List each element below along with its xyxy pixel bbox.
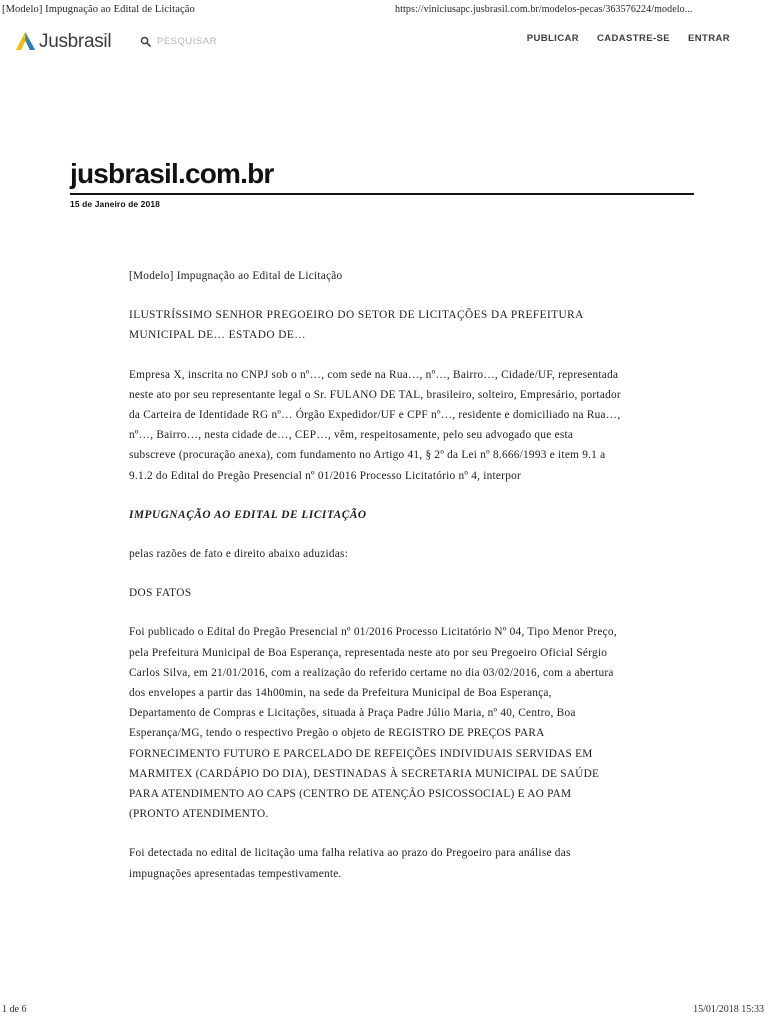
paragraph-action-title: IMPUGNAÇÃO AO EDITAL DE LICITAÇÃO (129, 508, 367, 521)
paragraph-section-dos-fatos: DOS FATOS (129, 587, 192, 600)
jusbrasil-logo-link[interactable] (14, 28, 111, 54)
page-title: jusbrasil.com.br (70, 158, 274, 189)
brand-wordmark: Jusbrasil (39, 30, 112, 52)
paragraph-addressee: ILUSTRÍSSIMO SENHOR PREGOEIRO DO SETOR DE LICITAÇÕES DA PREFEITURA MUNICIPAL DE… ESTADO DE… (129, 309, 584, 342)
print-header (0, 0, 768, 18)
publication-date: 15 de Janeiro de 2018 (70, 199, 160, 209)
site-navigation-bar (0, 28, 768, 58)
document-body (129, 266, 621, 903)
nav-link-publicar[interactable]: PUBLICAR (526, 33, 579, 44)
paragraph-reasons-lead: pelas razões de fato e direito abaixo aduzidas: (129, 548, 349, 561)
paragraph-facts-one: Foi publicado o Edital do Pregão Presencial nº 01/2016 Processo Licitatório Nº 04, Tipo Menor Preço, pela Prefeitura Municipal de Boa Esperança, representada neste ato por seu Pregoeiro Oficial Sérgio Carlos Silva, em 21/01/2016, com a realização do referido certame no dia 03/02/2016, com a abertura dos envelopes a partir das 14h00min, na sede da Prefeitura Municipal de Boa Esperança, Departamento de Compras e Licitações, situada à Praça Padre Júlio Maria, nº 40, Centro, Boa Esperança/MG, tendo o respectivo Pregão o objeto de REGISTRO DE PREÇOS PARA FORNECIMENTO FUTURO E PARCELADO DE REFEIÇÕES INDIVIDUAIS SERVIDAS EM MARMITEX (CARDÁPIO DO DIA), DESTINADAS À SECRETARIA MUNICIPAL DE SAÚDE PARA ATENDIMENTO AO CAPS (CENTRO DE ATENÇÃO PSICOSSOCIAL) E AO PAM (PRONTO ATENDIMENTO. (129, 626, 617, 821)
search-placeholder-label: PESQUISAR (157, 35, 217, 47)
page-indicator: 1 de 6 (2, 1004, 27, 1015)
masthead-divider (70, 193, 694, 195)
print-timestamp: 15/01/2018 15:33 (693, 1004, 764, 1015)
nav-links (527, 33, 730, 44)
nav-link-entrar[interactable]: ENTRAR (688, 33, 730, 44)
search-input[interactable] (140, 32, 217, 50)
search-icon (140, 36, 151, 47)
nav-link-cadastre-se[interactable]: CADASTRE-SE (597, 33, 671, 44)
masthead (70, 160, 694, 209)
print-header-document-title: [Modelo] Impugnação ao Edital de Licitação (2, 3, 195, 15)
paragraph-document-title: [Modelo] Impugnação ao Edital de Licitação (129, 270, 343, 282)
print-footer (0, 1004, 768, 1020)
paragraph-qualification: Empresa X, inscrita no CNPJ sob o nº…, com sede na Rua…, nº…, Bairro…, Cidade/UF, representada neste ato por seu representante legal o Sr. FULANO DE TAL, brasileiro, solteiro, Empresário, portador da Carteira de Identidade RG nº… Órgão Expedidor/UF e CPF nº…, residente e domiciliado na Rua…, nº…, Bairro…, nesta cidade de…, CEP…, vêm, respeitosamente, pelo seu advogado que esta subscreve (procuração anexa), com fundamento no Artigo 41, § 2º da Lei nº 8.666/1993 e item 9.1 a 9.1.2 do Edital do Pregão Presencial nº 01/2016 Processo Licitatório nº 4, interpor (129, 368, 621, 482)
jusbrasil-chevron-logo-icon (14, 30, 37, 52)
print-header-url: https://viniciusapc.jusbrasil.com.br/modelos-pecas/363576224/modelo... (395, 3, 693, 15)
paragraph-facts-two: Foi detectada no edital de licitação uma falha relativa ao prazo do Pregoeiro para análise das impugnações apresentadas tempestivamente. (129, 847, 571, 880)
